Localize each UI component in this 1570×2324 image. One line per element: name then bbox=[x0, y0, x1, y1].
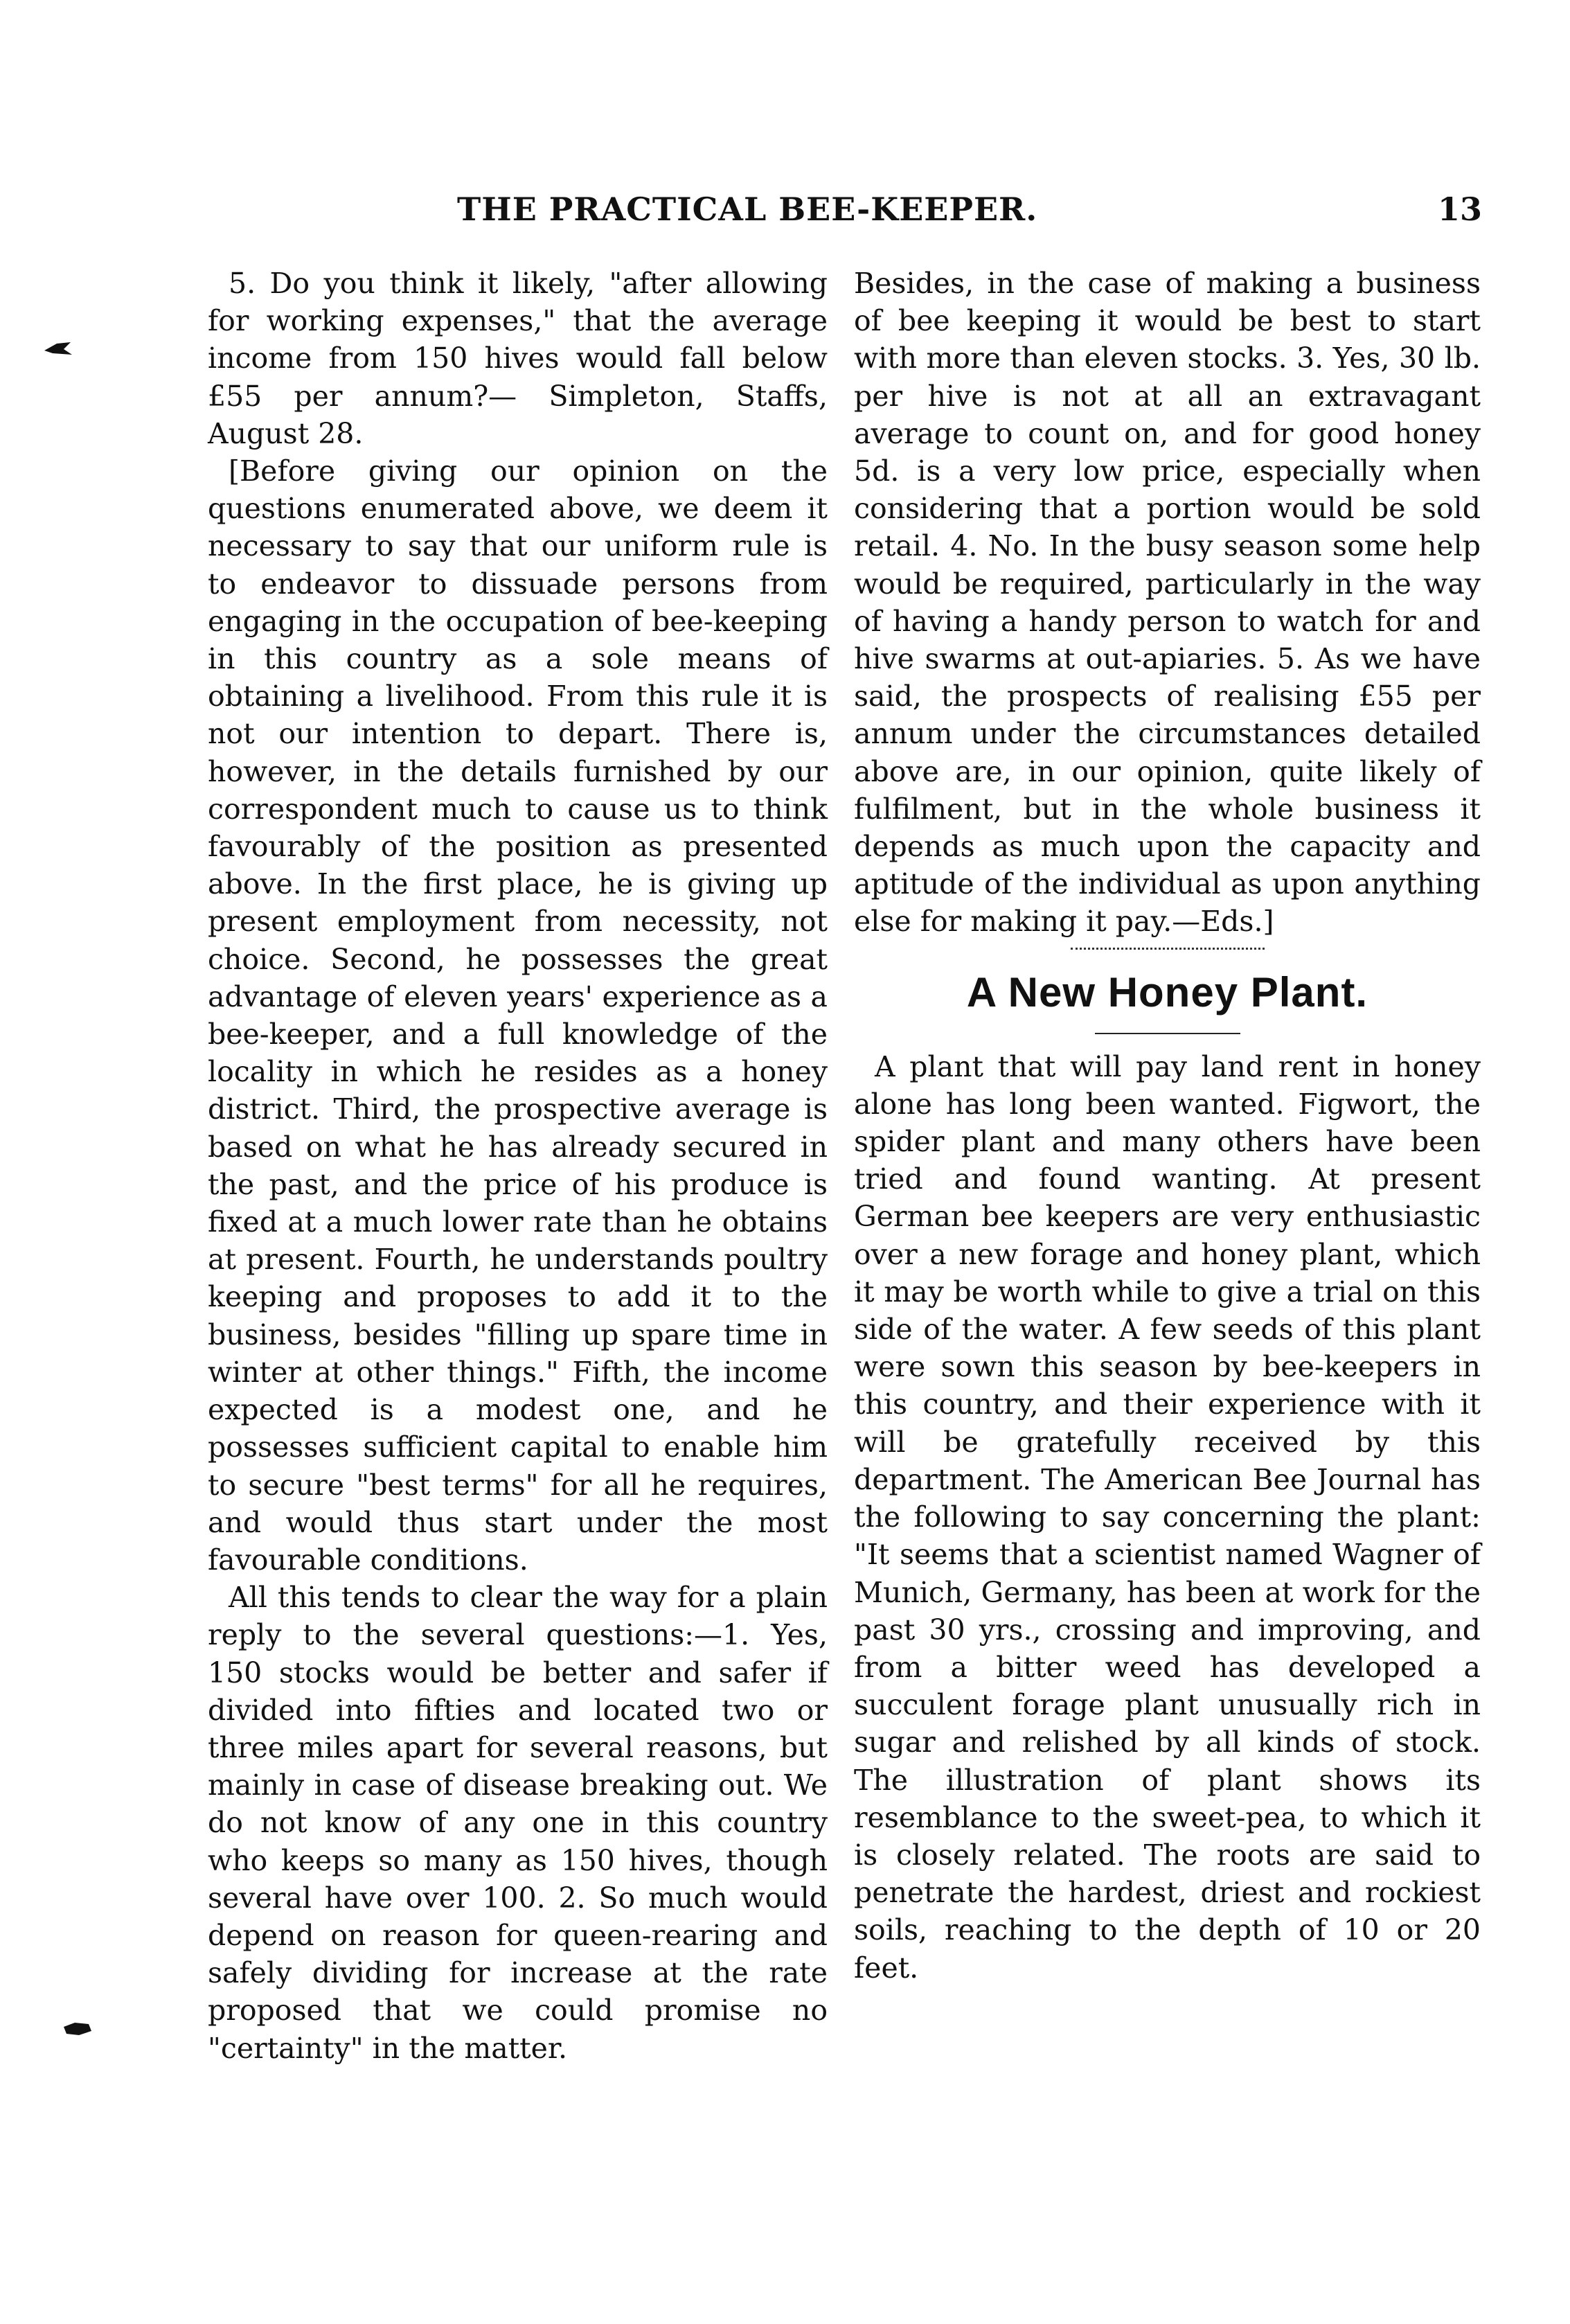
section-divider bbox=[1071, 948, 1265, 950]
left-column bbox=[208, 265, 828, 2067]
editors-reply-paragraph: [Before giving our opinion on the questions enumerated above, we deem it necessary to say that our uniform rule is to endeavor to dissuade persons from engaging in the occupation of bee-keeping in this country as a sole means of obtaining a livelihood. From this rule it is not our intention to depart. There is, however, in the details furnished by our correspondent much to cause us to think favourably of the position as presented above. In the first place, he is giving up present employment from necessity, not choice. Second, he possesses the great advantage of eleven years' experience as a bee-keeper, and a full knowledge of the locality in which he resides as a honey district. Third, the prospective average is based on what he has already secured in the past, and the price of his produce is fixed at a much lower rate than he obtains at present. Fourth, he understands poultry keeping and proposes to add it to the business, besides "filling up spare time in winter at other things." Fifth, the income expected is a modest one, and he possesses sufficient capital to enable him to secure "best terms" for all he requires, and would thus start under the most favourable conditions. bbox=[208, 454, 828, 1577]
title-underline bbox=[1095, 1033, 1240, 1034]
answers-paragraph: All this tends to clear the way for a plain reply to the several questions:—1. Yes, 150 stocks would be better and safer if divided into fifties and located two or three miles apart for several reasons, but mainly in case of disease breaking out. We do not know of any one in this country who keeps so many as 150 hives, though several have over 100. 2. So much would depend on reason for queen-rearing and safely dividing for increase at the rate proposed that we could promise no "certainty" in the matter. bbox=[208, 1581, 828, 2065]
running-title: THE PRACTICAL BEE-KEEPER. bbox=[457, 190, 1038, 228]
page-number: 13 bbox=[1437, 190, 1482, 228]
margin-mark-icon bbox=[62, 2021, 93, 2037]
right-column bbox=[854, 265, 1481, 1987]
answers-continuation-paragraph: Besides, in the case of making a business of bee keeping it would be best to start with more than eleven stocks. 3. Yes, 30 lb. per hive is not at all an extravagant average to count on, and for good honey 5d. is a very low price, especially when considering that a portion would be sold retail. 4. No. In the busy season some help would be required, particularly in the way of having a handy person to watch for and hive swarms at out-apiaries. 5. As we have said, the prospects of realising £55 per annum under the circumstances detailed above are, in our opinion, quite likely of fulfilment, but in the whole business it depends as much upon the capacity and aptitude of the individual as upon anything else for making it pay.—Eds.] bbox=[854, 267, 1481, 939]
margin-mark-icon bbox=[43, 341, 73, 356]
question-5-paragraph: 5. Do you think it likely, "after allowing for working expenses," that the average income from 150 hives would fall below £55 per annum?— Simpleton, Staffs, August 28. bbox=[208, 267, 828, 450]
honey-plant-paragraph: A plant that will pay land rent in honey alone has long been wanted. Figwort, the spider plant and many others have been tried and found wanting. At present German bee keepers are very enthusiastic over a new forage and honey plant, which it may be worth while to give a trial on this side of the water. A few seeds of this plant were sown this season by bee-keepers in this country, and their experience with it will be gratefully received by this department. The American Bee Journal has the following to say concerning the plant: "It seems that a scientist named Wagner of Munich, Germany, has been at work for the past 30 yrs., crossing and improving, and from a bitter weed has developed a succulent forage plant unusually rich in sugar and relished by all kinds of stock. The illustration of plant shows its resemblance to the sweet-pea, to which it is closely related. The roots are said to penetrate the hardest, driest and rockiest soils, reaching to the depth of 10 or 20 feet. bbox=[854, 1049, 1481, 1985]
section-title: A New Honey Plant. bbox=[966, 968, 1368, 1015]
running-head bbox=[208, 190, 1482, 239]
